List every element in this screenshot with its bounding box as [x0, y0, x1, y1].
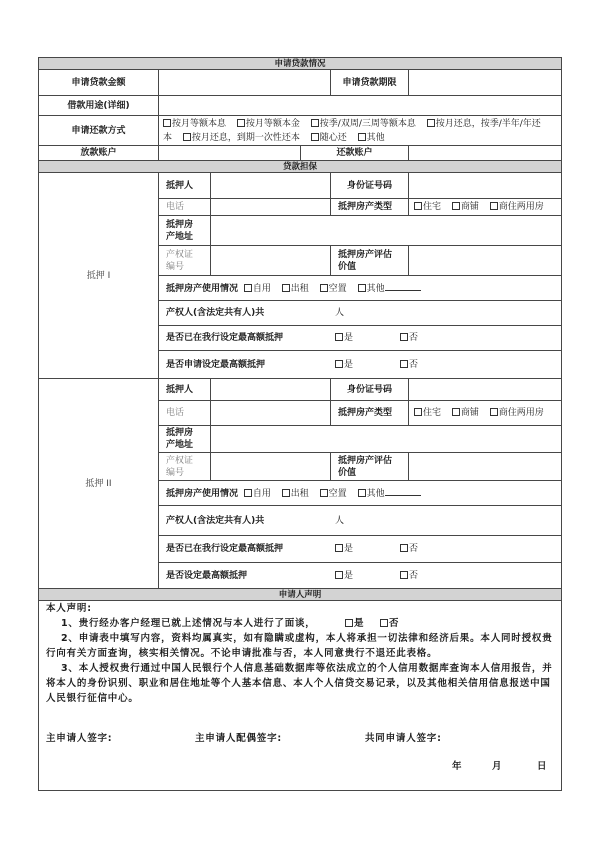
repayment-option-2-checkbox[interactable]: [237, 119, 245, 127]
mortgage-1-type-shop-checkbox[interactable]: [452, 202, 460, 210]
mortgage-2-owners-row: [159, 506, 562, 536]
spouse-signature[interactable]: 主申请人配偶签字:: [195, 733, 282, 744]
mortgage-2-usage-other-label: 其他: [366, 488, 385, 499]
mortgage-1-property-type-label: 抵押房产类型: [331, 199, 409, 216]
section-header-loan: 申请贷款情况: [39, 58, 562, 70]
mortgage-2-type-mixed[interactable]: [490, 408, 544, 418]
repayment-option-3-label: 按季/双周/三周等额本息: [319, 118, 416, 129]
mortgage-2-usage-vacant[interactable]: [320, 489, 347, 499]
repayment-method-label: 申请还款方式: [39, 116, 159, 146]
mortgage-2-valuation-label: 抵押房产评估价值: [331, 453, 409, 481]
mortgage-2-existing-max-no[interactable]: [400, 543, 465, 555]
declaration-item-2: 2、申请表中填写内容，资料均属真实，如有隐瞒或虚构，本人将承担一切法律和经济后果。本人同时授权贵行向有关方面查询，核实相关情况。不论申请批准与否，本人同意贵行不退还此表格。: [46, 633, 553, 659]
date-row: [46, 760, 554, 774]
mortgage-1-type-residential-checkbox[interactable]: [414, 202, 422, 210]
repayment-option-1-checkbox[interactable]: [163, 119, 171, 127]
mortgage-1-id-field[interactable]: [409, 173, 562, 199]
mortgage-2-usage-other-checkbox[interactable]: [358, 489, 366, 497]
mortgage-2-usage-rent-checkbox[interactable]: [282, 489, 290, 497]
mortgage-1-address-label: 抵押房产地址: [159, 216, 211, 246]
mortgage-2-existing-max-yes-checkbox[interactable]: [335, 544, 343, 552]
mortgage-1-usage-other-blank[interactable]: [385, 282, 421, 291]
mortgage-2-usage-self-label: 自用: [252, 488, 271, 499]
repayment-option-7[interactable]: [358, 133, 385, 143]
mortgage-2-usage-other-blank[interactable]: [385, 487, 421, 496]
mortgage-2-owners-label: 产权人(含法定共有人)共: [166, 515, 265, 526]
mortgage-2-existing-max-no-label: 否: [409, 544, 419, 554]
mortgage-2-usage-row: [159, 481, 562, 506]
repayment-option-5[interactable]: [183, 133, 300, 143]
mortgage-2-type-residential[interactable]: [414, 408, 441, 418]
mortgage-2-type-shop-checkbox[interactable]: [452, 408, 460, 416]
mortgage-2-max-yes-label: 是: [344, 570, 354, 581]
mortgage-1-existing-max-no-checkbox[interactable]: [400, 333, 408, 341]
mortgage-2-phone-label: 电话: [159, 401, 211, 426]
mortgage-1-owners-row: [159, 301, 562, 326]
mortgage-1-existing-max-yes[interactable]: [335, 332, 400, 344]
mortgage-1-owners-label: 产权人(含法定共有人)共: [166, 308, 265, 318]
mortgage-1-existing-max-label: 是否已在我行设定最高额抵押: [166, 333, 284, 343]
declaration-item-3: 3、本人授权贵行通过中国人民银行个人信息基础数据库等依法成立的个人信用数据库查询本人信用报告，并将本人的身份识别、职业和居住地址等个人基本信息、本人个人信贷交易记录，以及其他相关信用信息报送中国人民银行征信中心。: [46, 663, 553, 704]
mortgage-1-usage-other-checkbox[interactable]: [358, 284, 366, 292]
mortgage-2-type-shop-label: 商铺: [460, 408, 479, 418]
mortgage-1-type-mixed-label: 商住两用房: [498, 202, 544, 212]
loan-term-label: 申请贷款期限: [331, 70, 409, 96]
section-header-declaration: 申请人声明: [39, 589, 562, 601]
mortgage-2-max-label: 是否设定最高额抵押: [166, 570, 248, 581]
mortgage-2-max-no-checkbox[interactable]: [400, 571, 408, 579]
declaration-item-1-no-checkbox[interactable]: [380, 619, 388, 627]
mortgage-2-max-yes-checkbox[interactable]: [335, 571, 343, 579]
repayment-option-5-label: 按月还息，到期一次性还本: [191, 132, 300, 143]
mortgage-2-type-residential-label: 住宅: [423, 408, 442, 418]
date-year[interactable]: 年: [452, 761, 463, 772]
mortgage-1-valuation-label: 抵押房产评估价值: [331, 246, 409, 276]
date-month[interactable]: 月: [492, 761, 503, 772]
mortgage-2-address-field[interactable]: [211, 426, 562, 453]
mortgage-1-max-label: 是否申请设定最高额抵押: [166, 359, 266, 370]
mortgage-2-valuation-field[interactable]: [409, 453, 562, 481]
mortgage-1-existing-max-row: [159, 326, 562, 351]
mortgage-1-usage-rent-label: 出租: [290, 283, 309, 294]
mortgage-2-owners-unit: 人: [335, 515, 345, 526]
mortgage-1-type-shop-label: 商铺: [460, 202, 479, 212]
loan-amount-field[interactable]: [159, 70, 331, 96]
signature-row: [46, 732, 554, 746]
mortgage-2-usage-self[interactable]: [244, 489, 271, 499]
mortgage-2-existing-max-row: [159, 536, 562, 563]
disburse-account-field[interactable]: [159, 146, 301, 161]
repay-account-label: 还款账户: [301, 146, 409, 161]
mortgage-2-phone-field[interactable]: [211, 401, 331, 426]
mortgage-1-usage-rent-checkbox[interactable]: [282, 284, 290, 292]
repayment-option-4-checkbox[interactable]: [427, 119, 435, 127]
repayment-option-6-label: 随心还: [319, 132, 347, 143]
mortgage-2-max-line: [166, 570, 557, 582]
mortgage-2-owners-line: [166, 515, 557, 527]
repayment-option-1-label: 按月等额本息: [172, 118, 227, 129]
mortgage-1-existing-max-no-label: 否: [409, 333, 419, 343]
mortgage-1-cert-field[interactable]: [211, 246, 331, 276]
mortgage-1-phone-field[interactable]: [211, 199, 331, 216]
mortgage-1-type-residential-label: 住宅: [423, 202, 442, 212]
co-applicant-signature[interactable]: 共同申请人签字:: [365, 733, 442, 744]
mortgage-2-property-type-options: [409, 401, 562, 426]
mortgage-2-max-no-label: 否: [409, 570, 419, 581]
mortgage-1-max-row: [159, 351, 562, 379]
mortgage-2-existing-max-yes[interactable]: [335, 543, 400, 555]
declaration-body: [46, 601, 554, 789]
declaration-item-1-no[interactable]: [380, 616, 399, 631]
mortgage-2-existing-max-label: 是否已在我行设定最高额抵押: [166, 544, 284, 554]
declaration-item-1-no-label: 否: [389, 618, 400, 629]
repayment-method-options: [159, 116, 562, 146]
mortgage-2-type-shop[interactable]: [452, 408, 479, 418]
mortgage-2-title: 抵押 II: [39, 379, 159, 589]
repayment-option-2[interactable]: [237, 119, 300, 129]
repayment-option-7-checkbox[interactable]: [358, 133, 366, 141]
repayment-option-3-checkbox[interactable]: [311, 119, 319, 127]
main-applicant-signature[interactable]: 主申请人签字:: [46, 733, 113, 744]
declaration-item-1-yes-checkbox[interactable]: [345, 619, 353, 627]
mortgage-1-max-line: [166, 359, 557, 371]
repayment-option-1[interactable]: [163, 119, 226, 129]
mortgage-1-owners-line: [166, 307, 557, 319]
loan-application-form: [38, 57, 562, 791]
mortgage-1-valuation-field[interactable]: [409, 246, 562, 276]
mortgage-2-max-no[interactable]: [400, 570, 465, 582]
mortgage-2-address-label: 抵押房产地址: [159, 426, 211, 453]
mortgage-2-usage-other[interactable]: [358, 489, 421, 499]
declaration-item-1: [46, 616, 554, 631]
mortgage-1-usage-other[interactable]: [358, 284, 421, 294]
mortgage-1-property-type-options: [409, 199, 562, 216]
mortgage-1-usage-other-label: 其他: [366, 283, 385, 294]
mortgage-2-existing-max-line: [166, 543, 557, 555]
mortgage-1-cert-label: 产权证编号: [159, 246, 211, 276]
mortgage-1-mortgagor-label: 抵押人: [159, 173, 211, 199]
mortgage-1-usage-self-checkbox[interactable]: [244, 284, 252, 292]
repayment-option-6-checkbox[interactable]: [311, 133, 319, 141]
mortgage-1-existing-max-yes-checkbox[interactable]: [335, 333, 343, 341]
date-day[interactable]: 日: [537, 761, 548, 772]
mortgage-1-usage-self[interactable]: [244, 284, 271, 294]
mortgage-2-cert-field[interactable]: [211, 453, 331, 481]
mortgage-2-mortgagor-label: 抵押人: [159, 379, 211, 401]
mortgage-1-usage-row: [159, 276, 562, 301]
declaration-item-1-yes-label: 是: [354, 618, 365, 629]
repayment-option-4-label: 按月还息，按季/半年/年还本: [163, 118, 541, 143]
repayment-option-5-checkbox[interactable]: [183, 133, 191, 141]
mortgage-2-type-mixed-checkbox[interactable]: [490, 408, 498, 416]
mortgage-1-existing-max-line: [166, 332, 557, 344]
mortgage-1-owners-unit: 人: [335, 308, 345, 318]
mortgage-2-usage-vacant-checkbox[interactable]: [320, 489, 328, 497]
repayment-option-3[interactable]: [311, 119, 416, 129]
declaration-cell: [39, 601, 562, 791]
declaration-item-1-text: 1、贵行经办客户经理已就上述情况与本人进行了面谈，: [61, 618, 316, 629]
repayment-option-2-label: 按月等额本金: [245, 118, 300, 129]
mortgage-1-id-label: 身份证号码: [331, 173, 409, 199]
mortgage-1-type-mixed[interactable]: [490, 202, 544, 212]
mortgage-2-usage-rent-label: 出租: [290, 488, 309, 499]
mortgage-1-usage-vacant-label: 空置: [328, 283, 347, 294]
mortgage-1-max-no[interactable]: [400, 359, 465, 371]
mortgage-2-cert-label: 产权证编号: [159, 453, 211, 481]
mortgage-1-max-no-checkbox[interactable]: [400, 360, 408, 368]
repayment-option-6[interactable]: [311, 133, 347, 143]
mortgage-2-property-type-label: 抵押房产类型: [331, 401, 409, 426]
loan-purpose-field[interactable]: [159, 96, 562, 116]
mortgage-2-existing-max-no-checkbox[interactable]: [400, 544, 408, 552]
mortgage-1-usage-label: 抵押房产使用情况: [166, 283, 239, 294]
mortgage-2-max-row: [159, 563, 562, 589]
mortgage-1-mortgagor-field[interactable]: [211, 173, 331, 199]
mortgage-2-max-yes[interactable]: [335, 570, 400, 582]
mortgage-1-usage-vacant[interactable]: [320, 284, 347, 294]
mortgage-2-id-label: 身份证号码: [331, 379, 409, 401]
mortgage-1-max-yes-checkbox[interactable]: [335, 360, 343, 368]
mortgage-1-type-shop[interactable]: [452, 202, 479, 212]
mortgage-2-id-field[interactable]: [409, 379, 562, 401]
mortgage-1-address-field[interactable]: [211, 216, 562, 246]
loan-amount-label: 申请贷款金额: [39, 70, 159, 96]
mortgage-2-type-residential-checkbox[interactable]: [414, 408, 422, 416]
mortgage-1-phone-label: 电话: [159, 199, 211, 216]
loan-term-field[interactable]: [409, 70, 562, 96]
mortgage-1-max-yes[interactable]: [335, 359, 400, 371]
mortgage-1-title: 抵押 I: [39, 173, 159, 379]
declaration-intro: 本人声明:: [46, 603, 92, 614]
mortgage-2-existing-max-yes-label: 是: [344, 544, 354, 554]
mortgage-1-existing-max-yes-label: 是: [344, 333, 354, 343]
mortgage-1-existing-max-no[interactable]: [400, 332, 465, 344]
mortgage-1-usage-self-label: 自用: [252, 283, 271, 294]
mortgage-1-usage-rent[interactable]: [282, 284, 309, 294]
mortgage-2-usage-rent[interactable]: [282, 489, 309, 499]
mortgage-1-usage-vacant-checkbox[interactable]: [320, 284, 328, 292]
mortgage-1-type-mixed-checkbox[interactable]: [490, 202, 498, 210]
mortgage-2-type-mixed-label: 商住两用房: [498, 408, 544, 418]
mortgage-1-type-residential[interactable]: [414, 202, 441, 212]
mortgage-1-max-yes-label: 是: [344, 359, 354, 370]
repayment-option-7-label: 其他: [366, 132, 385, 143]
disburse-account-label: 放款账户: [39, 146, 159, 161]
declaration-item-1-yes[interactable]: [345, 616, 364, 631]
section-header-guarantee: 贷款担保: [39, 161, 562, 173]
loan-purpose-label: 借款用途(详细): [39, 96, 159, 116]
mortgage-2-usage-label: 抵押房产使用情况: [166, 488, 239, 499]
mortgage-2-mortgagor-field[interactable]: [211, 379, 331, 401]
mortgage-2-usage-self-checkbox[interactable]: [244, 489, 252, 497]
repay-account-field[interactable]: [409, 146, 562, 161]
mortgage-1-max-no-label: 否: [409, 359, 419, 370]
mortgage-2-usage-vacant-label: 空置: [328, 488, 347, 499]
